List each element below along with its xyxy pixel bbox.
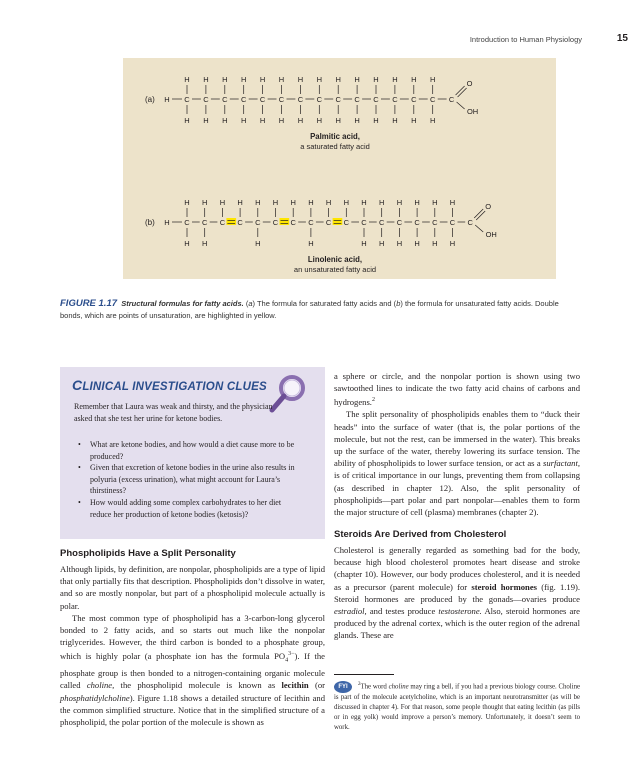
hydrogen-atom: H (255, 198, 261, 207)
palmitic-subtitle: a saturated fatty acid (300, 142, 370, 151)
fyi-icon: FYI (334, 681, 352, 693)
oxygen-atom: O (466, 79, 473, 88)
term-estradiol: estradiol, (334, 606, 367, 617)
hydrogen-atom: H (259, 116, 266, 125)
hydrogen-atom: H (290, 198, 296, 207)
term-steroid-hormones: steroid hormones (471, 581, 537, 592)
hydrogen-atom: H (373, 75, 379, 84)
carbon-atom: C (278, 95, 285, 104)
hydrogen-atom: H (396, 198, 403, 207)
carbon-atom: C (201, 218, 208, 227)
carbon-atom: C (237, 218, 243, 227)
hydroxyl-group: OH (466, 107, 479, 116)
hydrogen-atom: H (237, 198, 243, 207)
hydrogen-atom: H (432, 239, 438, 248)
superscript: 3− (288, 651, 295, 658)
paragraph: Although lipids, by definition, are nonpolar, phospholipids are a type of lipid that only partially fits that description. Phospholipids don’t dissolve in water, and so are mostly nonpolar, but part of a phospholipid molecule actually is polar. (60, 564, 325, 611)
hydrogen-atom: H (201, 239, 208, 248)
hydrogen-atom: H (449, 239, 456, 248)
footnote-rule (334, 674, 394, 675)
caption-bold: Structural formulas for fatty acids. (121, 299, 244, 308)
carbon-atom: C (373, 95, 379, 104)
linolenic-acid-structure (164, 198, 497, 248)
carbon-atom: C (255, 218, 261, 227)
hydrogen-atom: H (219, 198, 226, 207)
double-bond-highlight (280, 218, 290, 225)
hydrogen-atom: H (308, 239, 314, 248)
carbon-atom: C (414, 218, 420, 227)
text-run: a sphere or circle, and the nonpolar portion is shown using two sawtoothed lines to indicate the two fatty acid chains of carbons and hydrogens. (334, 371, 580, 408)
carbon-atom: C (361, 218, 367, 227)
hydrogen-atom: H (432, 198, 438, 207)
list-item (78, 439, 298, 462)
hydrogen-atom: H (316, 75, 323, 84)
carbon-atom: C (272, 218, 279, 227)
double-bond (476, 211, 485, 220)
text-run: (fig. 1.19). Steroid hormones are produced by the gonads—ovaries produce (334, 581, 581, 604)
carbon-atom: C (259, 95, 266, 104)
carbon-atom: C (316, 95, 323, 104)
figure-caption (60, 298, 580, 321)
hydrogen-atom: H (203, 116, 209, 125)
page-number: 15 (616, 33, 628, 44)
clues-title (72, 377, 267, 393)
hydrogen-atom: H (201, 198, 208, 207)
hydrogen-atom: H (354, 116, 360, 125)
double-bond (456, 86, 465, 95)
text-run: and testes produce (366, 606, 439, 617)
carbon-atom: C (343, 218, 350, 227)
term-surfactant: surfactant, (542, 458, 580, 469)
caption-b: b (396, 299, 401, 308)
palmitic-name: Palmitic acid, (310, 132, 360, 141)
text-run: ). Figure 1.18 shows a detailed structure of lecithin and the common simplified structure. Notice that in the simplified structure of a phospholipid, the polar portion of the molecule is shown as (60, 692, 325, 728)
body-text (334, 544, 580, 642)
fatty-acid-diagram (123, 58, 556, 279)
oxygen-atom: O (485, 202, 492, 211)
hydrogen-atom: H (411, 75, 417, 84)
term-lecithin: lecithin (281, 680, 309, 691)
phospholipids-continued (334, 370, 580, 518)
text-run: is of critical importance in our lungs, preventing them from collapsing (as described in chapter 12). Also, the split personality of phospholipids—part polar and part nonpolar—enables them to form the major structure of cell (plasma) membranes (chapter 2). (334, 470, 580, 518)
text-run: The split personality of phospholipids enables them to “duck their heads” into the surface of water (that is, the polar portions of the molecule, but not the rest, can be immersed in the water). This breaks up the surface of the water, thereby lowering its surface tension. The ability of phospholipids to lower surface tension, or act as a (334, 409, 580, 469)
clue-question: How would adding some complex carbohydrates to her diet reduce her production of ketone bodies (ketosis)? (90, 497, 282, 519)
hydrogen-atom: H (325, 198, 332, 207)
clues-title-initial: C (72, 377, 83, 393)
palmitic-acid-structure (164, 75, 478, 125)
hydrogen-atom: H (361, 239, 367, 248)
section-heading: Phospholipids Have a Split Personality (60, 548, 236, 559)
caption-a: a (248, 299, 253, 308)
carbon-atom: C (308, 218, 314, 227)
hydrogen-atom: H (308, 198, 314, 207)
hydrogen-atom: H (184, 239, 190, 248)
hydroxyl-group: OH (485, 230, 497, 239)
hydrogen-atom: H (240, 75, 247, 84)
section-heading: Steroids Are Derived from Cholesterol (334, 529, 507, 540)
body-text (60, 563, 325, 728)
paragraph (334, 408, 580, 518)
term-choline: choline, (86, 680, 115, 691)
clues-intro: Remember that Laura was weak and thirsty, and the physician asked that she test her urine for ketone bodies. (74, 402, 273, 423)
hydrogen-atom: H (335, 116, 341, 125)
bullet: • (78, 463, 81, 473)
double-bond-highlight (333, 218, 343, 225)
hydrogen-atom: H (240, 116, 247, 125)
hydrogen-atom: H (222, 75, 228, 84)
carbon-atom: C (432, 218, 438, 227)
carbon-atom: C (449, 218, 456, 227)
text-run: ). If the phosphate group is then bonded to a nitrogen-containing organic molecule called (60, 651, 325, 691)
clinical-clues-box (60, 367, 325, 539)
carbon-atom: C (240, 95, 247, 104)
hydrogen-atom: H (411, 116, 417, 125)
hydrogen-atom: H (184, 198, 190, 207)
text-run: Also, steroid hormones are produced by the adrenal cortex, which is the outer region of the adrenal glands. These are (334, 606, 580, 641)
hydrogen-atom: H (343, 198, 350, 207)
text-run: The most common type of phospholipid has a 3-carbon-long glycerol bonded to 2 fatty acids, and so starts out much like the nonpolar triglycerides. However, the third carbon is bonded to a phosphate group, which is highly polar (a phosphate ion has the formula PO (60, 612, 325, 662)
hydrogen-atom: H (278, 116, 285, 125)
body-text (334, 370, 580, 518)
single-bond (457, 102, 465, 109)
caption-text: ( (245, 299, 249, 308)
carbon-atom: C (467, 218, 473, 227)
carbon-atom: C (448, 95, 455, 104)
paragraph (334, 370, 580, 408)
term-testosterone: testosterone. (438, 606, 482, 617)
hydrogen-atom: H (361, 198, 367, 207)
carbon-atom: C (203, 95, 209, 104)
text-run: may ring a bell, if you had a previous biology course. Choline is part of the molecule acetylcholine, which is an important neurotransmitter (as will be discussed in chapter 4). For that reason, some people thought that eating lecithin (as pills or in egg yolk) would improve a person’s memory. Unfortunately, it doesn’t seem to work. (334, 683, 581, 732)
hydrogen-atom: H (414, 239, 420, 248)
hydrogen-atom: H (392, 75, 398, 84)
hydrogen-atom: H (373, 116, 379, 125)
hydrogen-atom: H (449, 198, 456, 207)
double-bond-highlight (226, 218, 236, 225)
term-phosphatidylcholine: phosphatidylcholine (60, 692, 130, 703)
bullet: • (78, 440, 81, 449)
carbon-atom: C (219, 218, 226, 227)
text-run: the phospholipid molecule is known as (114, 680, 282, 691)
clue-question: What are ketone bodies, and how would a diet cause more to be produced? (90, 440, 295, 461)
carbon-atom: C (429, 95, 436, 104)
hydrogen-atom: H (297, 75, 304, 84)
hydrogen-atom: H (378, 239, 385, 248)
hydrogen-atom: H (378, 198, 385, 207)
phospholipids-section (60, 548, 325, 728)
clues-list (78, 439, 298, 520)
linolenic-name: Linolenic acid, (307, 255, 363, 264)
hydrogen-atom: H (278, 75, 285, 84)
hydrogen-atom: H (164, 218, 170, 227)
hydrogen-atom: H (354, 75, 360, 84)
text-run: The word (360, 683, 389, 691)
hydrogen-atom: H (259, 75, 266, 84)
linolenic-label: (b) (145, 218, 155, 227)
text-run: (or (308, 680, 325, 691)
running-head (0, 33, 638, 47)
text-run: Cholesterol is generally regarded as something bad for the body, because high blood cholesterol promotes heart disease and stroke (chapter 10). However, our body produces cholesterol, and it is needed as a precursor (parent molecule) for (334, 545, 580, 592)
caption-text: ) the formula for unsaturated fatty acids. Double bonds, which are points of unsaturation, are highlighted in yellow. (60, 299, 559, 320)
hydrogen-atom: H (184, 75, 190, 84)
steroids-section (334, 529, 580, 642)
hydrogen-atom: H (255, 239, 261, 248)
carbon-atom: C (297, 95, 304, 104)
linolenic-subtitle: an unsaturated fatty acid (293, 265, 377, 274)
hydrogen-atom: H (392, 116, 398, 125)
hydrogen-atom: H (396, 239, 403, 248)
palmitic-label: (a) (145, 95, 155, 104)
hydrogen-atom: H (316, 116, 323, 125)
hydrogen-atom: H (297, 116, 304, 125)
footnote (334, 680, 580, 734)
carbon-atom: C (392, 95, 398, 104)
bullet: • (78, 497, 81, 507)
hydrogen-atom: H (222, 116, 228, 125)
footnote-number: 2 (358, 682, 361, 687)
hydrogen-atom: H (272, 198, 279, 207)
carbon-atom: C (222, 95, 228, 104)
clue-question: Given that excretion of ketone bodies in the urine also results in polyuria (excess urination), what might account for Laura’s thirstiness? (90, 463, 295, 496)
carbon-atom: C (290, 218, 296, 227)
hydrogen-atom: H (203, 75, 209, 84)
list-item (78, 462, 298, 497)
term-choline: choline (388, 683, 409, 691)
carbon-atom: C (184, 95, 190, 104)
carbon-atom: C (184, 218, 190, 227)
carbon-atom: C (335, 95, 341, 104)
subscript: 4 (285, 658, 289, 664)
single-bond (475, 225, 483, 232)
hydrogen-atom: H (414, 198, 420, 207)
carbon-atom: C (396, 218, 403, 227)
clues-title-rest: LINICAL INVESTIGATION CLUES (82, 381, 267, 393)
hydrogen-atom: H (335, 75, 341, 84)
carbon-atom: C (411, 95, 417, 104)
double-bond (474, 209, 483, 218)
caption-text: ) The formula for saturated fatty acids and ( (252, 299, 397, 308)
double-bond (458, 88, 467, 97)
carbon-atom: C (325, 218, 332, 227)
running-title: Introduction to Human Physiology (469, 35, 582, 44)
superscript: 2 (371, 397, 375, 404)
paragraph (60, 612, 325, 728)
carbon-atom: C (378, 218, 385, 227)
list-item (78, 497, 298, 520)
figure-panel (123, 58, 556, 279)
hydrogen-atom: H (429, 116, 436, 125)
hydrogen-atom: H (184, 116, 190, 125)
hydrogen-atom: H (429, 75, 436, 84)
figure-label: FIGURE 1.17 (60, 298, 118, 309)
paragraph (334, 544, 580, 642)
carbon-atom: C (354, 95, 360, 104)
hydrogen-atom: H (164, 95, 170, 104)
